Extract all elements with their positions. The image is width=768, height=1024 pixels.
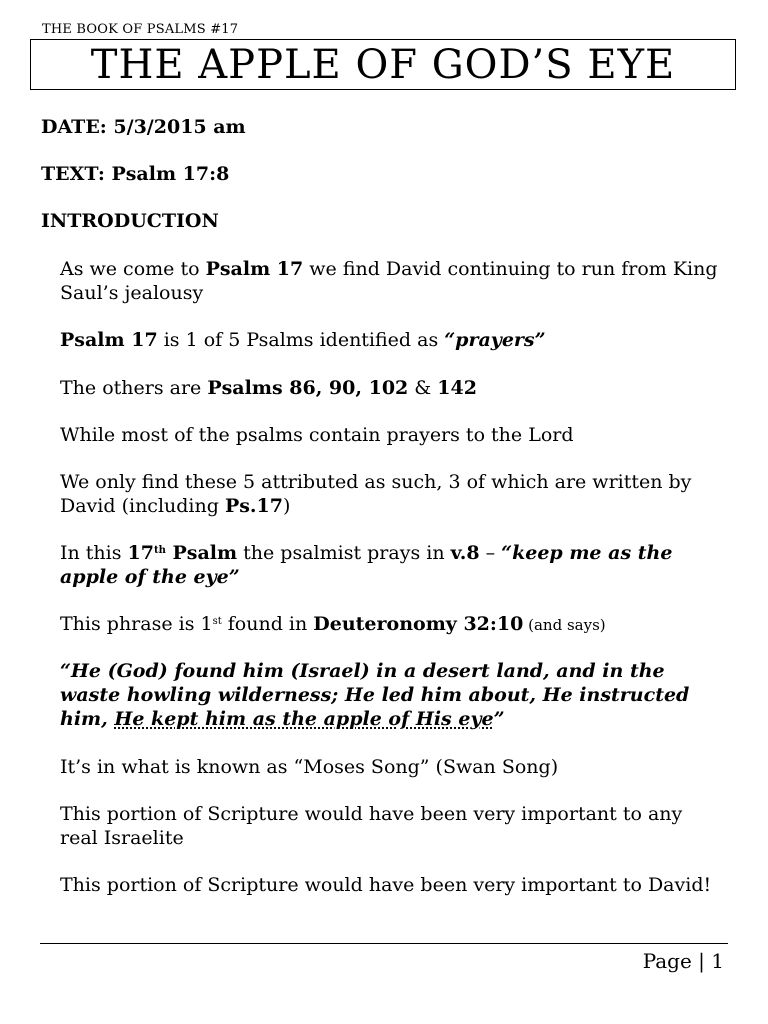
footer-divider — [40, 943, 728, 944]
p1-reference: Psalm 17 — [205, 258, 304, 280]
p7-reference: Deuteronomy 32:10 — [313, 613, 524, 635]
page-number: Page | 1 — [642, 949, 724, 973]
p3-reference-b: 142 — [437, 377, 477, 399]
paragraph-8 — [60, 659, 725, 731]
paragraph-10: This portion of Scripture would have been very important to any real Israelite — [60, 803, 683, 849]
paragraph-2 — [60, 328, 730, 352]
text-line: TEXT: Psalm 17:8 — [41, 163, 230, 185]
paragraph-9: It’s in what is known as “Moses Song” (Swan Song) — [60, 756, 559, 778]
p6-verse: v.8 — [450, 542, 480, 564]
p6-number: 17 — [127, 542, 154, 564]
page-title: THE APPLE OF GOD’S EYE — [90, 41, 676, 88]
series-label: THE BOOK OF PSALMS #17 — [42, 22, 239, 37]
p1-text-c: we find David continuing to run from King Saul’s jealousy — [60, 258, 718, 304]
paragraph-4: While most of the psalms contain prayers to the Lord — [60, 424, 574, 446]
paragraph-11: This portion of Scripture would have been very important to David! — [60, 874, 712, 896]
p5-text-c: ) — [282, 495, 291, 517]
p2-quote: “prayers” — [444, 329, 546, 351]
p6-text-a: In this — [60, 542, 128, 564]
p7-text-b: found in — [221, 613, 314, 635]
paragraph-1 — [60, 257, 720, 305]
p6-dash: – — [479, 542, 502, 564]
paragraph-7 — [60, 612, 730, 637]
p7-note: (and says) — [523, 616, 606, 634]
p6-text-d: the psalmist prays in — [237, 542, 451, 564]
p8-quote-underlined: He kept him as the apple of His eye — [114, 708, 494, 730]
paragraph-3 — [60, 376, 730, 400]
p6-psalm: Psalm — [165, 542, 238, 564]
p8-quote-a: “He (God) found him (Israel) in a desert land, and in the waste howling wilderness; He led him about, He instructed him, — [60, 660, 690, 730]
p3-text-c: & — [408, 377, 438, 399]
p1-text-a: As we come to — [60, 258, 206, 280]
p8-quote-end: ” — [493, 708, 505, 730]
p7-text-a: This phrase is 1 — [60, 613, 213, 635]
p5-reference: Ps.17 — [224, 495, 283, 517]
p7-ordinal: st — [212, 616, 222, 627]
section-heading: INTRODUCTION — [41, 210, 219, 232]
p2-text-b: is 1 of 5 Psalms identified as — [157, 329, 445, 351]
p6-ordinal: th — [153, 545, 166, 556]
p2-reference: Psalm 17 — [60, 329, 158, 351]
date-line: DATE: 5/3/2015 am — [41, 116, 246, 138]
paragraph-5 — [60, 470, 700, 518]
p3-text-a: The others are — [60, 377, 208, 399]
paragraph-6 — [60, 541, 725, 589]
p6-quote: “keep me as the apple of the eye” — [60, 542, 673, 588]
p3-reference-a: Psalms 86, 90, 102 — [207, 377, 409, 399]
p5-text-a: We only find these 5 attributed as such, 3 of which are written by David (including — [60, 471, 692, 517]
title-box — [30, 39, 736, 90]
